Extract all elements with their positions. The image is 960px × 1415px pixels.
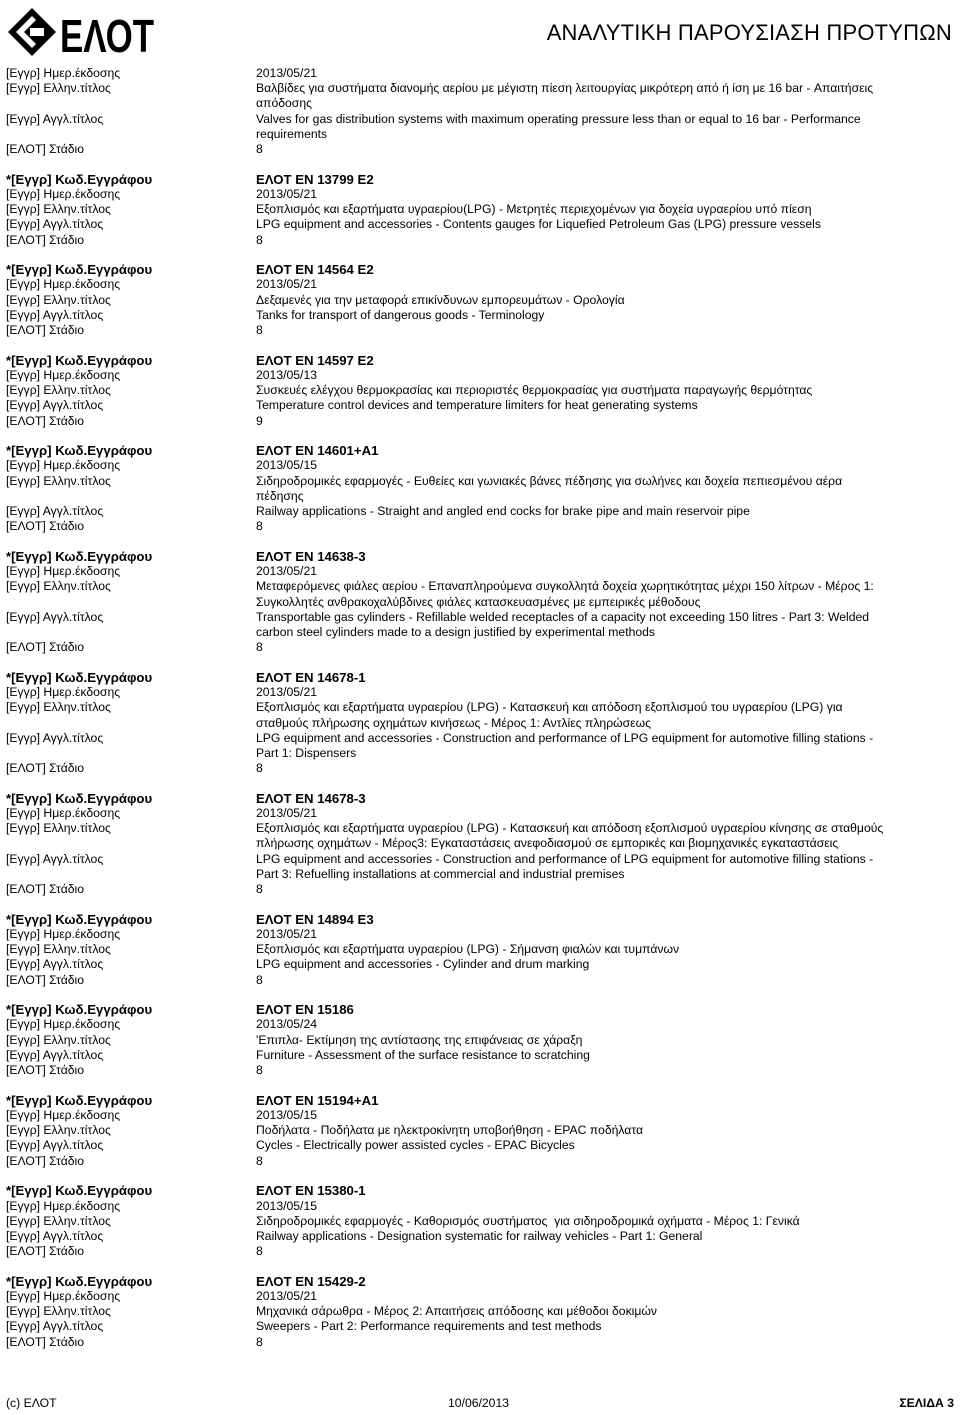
record-code-row (6, 172, 952, 187)
field-value: 8 (256, 519, 263, 534)
standard-record (6, 172, 952, 248)
record-code-row (6, 1183, 952, 1198)
record-field (6, 1033, 952, 1048)
standard-record (6, 1093, 952, 1169)
field-value: 2013/05/21 (256, 564, 317, 579)
record-field (6, 368, 952, 383)
page-footer (6, 1396, 954, 1412)
record-field (6, 610, 952, 640)
field-label: *[Εγγρ] Κωδ.Εγγράφου (6, 262, 153, 278)
field-value: 2013/05/21 (256, 685, 317, 700)
field-label: *[Εγγρ] Κωδ.Εγγράφου (6, 1002, 153, 1018)
field-value: 2013/05/15 (256, 1107, 317, 1122)
standard-record (6, 1274, 952, 1350)
record-field (6, 1304, 952, 1319)
field-label: [Εγγρ] Ελλην.τίτλος (6, 579, 111, 594)
field-value: 8 (256, 640, 263, 655)
field-value: Railway applications - Designation systematic for railway vehicles - Part 1: General (256, 1228, 703, 1243)
field-label: [ΕΛΟΤ] Στάδιο (6, 1063, 85, 1078)
field-value: Εξοπλισμός και εξαρτήματα υγραερίου (LPG) - Σήμανση φιαλών και τυμπάνων (256, 942, 680, 957)
field-value: LPG equipment and accessories - Cylinder and drum marking (256, 957, 590, 972)
record-field (6, 1017, 952, 1032)
record-field (6, 579, 952, 609)
record-code-row (6, 353, 952, 368)
record-gap (6, 338, 952, 353)
field-value: Δεξαμενές για την μεταφορά επικίνδυνων εμπορευμάτων - Ορολογία (256, 292, 625, 307)
record-gap (6, 1169, 952, 1184)
record-field (6, 700, 952, 730)
field-value: 2013/05/13 (256, 367, 317, 382)
standard-record (6, 443, 952, 534)
record-field (6, 383, 952, 398)
standard-record (6, 1183, 952, 1259)
standards-listing (6, 66, 952, 1350)
field-label: [Εγγρ] Ελλην.τίτλος (6, 700, 111, 715)
field-value: LPG equipment and accessories - Contents gauges for Liquefied Petroleum Gas (LPG) pressure vessels (256, 217, 821, 232)
field-label: [Εγγρ] Αγγλ.τίτλος (6, 307, 104, 322)
standard-record (6, 791, 952, 897)
record-field (6, 1048, 952, 1063)
field-label: [ΕΛΟΤ] Στάδιο (6, 972, 85, 987)
field-label: *[Εγγρ] Κωδ.Εγγράφου (6, 1273, 153, 1289)
record-code-row (6, 670, 952, 685)
field-label: *[Εγγρ] Κωδ.Εγγράφου (6, 1183, 153, 1199)
record-code-row (6, 1002, 952, 1017)
document-code: ΕΛΟΤ EN 14564 E2 (256, 262, 374, 278)
field-label: [Εγγρ] Αγγλ.τίτλος (6, 111, 104, 126)
field-value: Μεταφερόμενες φιάλες αερίου - Επαναπληρούμενα συγκολλητά δοχεία χωρητικότητας μέχρι 150 λίτρων - Μέρος 1: Συγκολλητές ανθρακοχαλύβδινες φιάλες κατασκευασμένες με εμπειρικές μέθοδους (256, 579, 874, 609)
field-label: [Εγγρ] Αγγλ.τίτλος (6, 957, 104, 972)
field-label: [ΕΛΟΤ] Στάδιο (6, 1334, 85, 1349)
field-value: 2013/05/21 (256, 806, 317, 821)
field-label: [Εγγρ] Ελλην.τίτλος (6, 292, 111, 307)
record-gap (6, 1259, 952, 1274)
field-label: [Εγγρ] Ημερ.έκδοσης (6, 685, 121, 700)
document-code: ΕΛΟΤ EN 14894 E3 (256, 911, 374, 927)
record-field (6, 504, 952, 519)
field-value: 2013/05/21 (256, 186, 317, 201)
field-value: 8 (256, 1244, 263, 1259)
field-label: [Εγγρ] Ημερ.έκδοσης (6, 458, 121, 473)
field-label: *[Εγγρ] Κωδ.Εγγράφου (6, 443, 153, 459)
record-field (6, 1108, 952, 1123)
record-gap (6, 988, 952, 1003)
record-field (6, 973, 952, 988)
record-field (6, 731, 952, 761)
document-code: ΕΛΟΤ EN 14678-3 (256, 790, 366, 806)
record-gap (6, 897, 952, 912)
field-label: [Εγγρ] Αγγλ.τίτλος (6, 398, 104, 413)
field-value: 2013/05/15 (256, 1198, 317, 1213)
record-field (6, 277, 952, 292)
document-code: ΕΛΟΤ EN 14678-1 (256, 669, 366, 685)
record-gap (6, 1078, 952, 1093)
page-header (0, 0, 960, 66)
document-code: ΕΛΟΤ EN 14597 E2 (256, 352, 374, 368)
field-value: 8 (256, 232, 263, 247)
record-field (6, 1335, 952, 1350)
record-field (6, 323, 952, 338)
field-value: 8 (256, 882, 263, 897)
field-label: [Εγγρ] Ελλην.τίτλος (6, 1304, 111, 1319)
field-label: [Εγγρ] Ημερ.έκδοσης (6, 926, 121, 941)
field-value: 2013/05/15 (256, 458, 317, 473)
record-gap (6, 534, 952, 549)
field-label: [Εγγρ] Αγγλ.τίτλος (6, 730, 104, 745)
field-label: [ΕΛΟΤ] Στάδιο (6, 142, 85, 157)
standard-record (6, 262, 952, 338)
record-gap (6, 429, 952, 444)
record-code-row (6, 549, 952, 564)
record-field (6, 308, 952, 323)
field-label: *[Εγγρ] Κωδ.Εγγράφου (6, 171, 153, 187)
field-label: [ΕΛΟΤ] Στάδιο (6, 761, 85, 776)
record-field (6, 474, 952, 504)
record-field (6, 1319, 952, 1334)
document-code: ΕΛΟΤ EN 15380-1 (256, 1183, 366, 1199)
record-field (6, 217, 952, 232)
document-code: ΕΛΟΤ EN 15429-2 (256, 1273, 366, 1289)
field-value: Transportable gas cylinders - Refillable welded receptacles of a capacity not exceeding 150 litres - Part 3: Welded carbon steel cylinders made to a design justified by experimental methods (256, 609, 870, 639)
field-label: [Εγγρ] Ημερ.έκδοσης (6, 806, 121, 821)
field-label: [ΕΛΟΤ] Στάδιο (6, 1244, 85, 1259)
record-field (6, 398, 952, 413)
record-gap (6, 655, 952, 670)
record-field (6, 1229, 952, 1244)
field-label: [Εγγρ] Ελλην.τίτλος (6, 942, 111, 957)
field-label: [ΕΛΟΤ] Στάδιο (6, 519, 85, 534)
svg-text:ΕΛΟΤ: ΕΛΟΤ (60, 10, 154, 62)
standard-record (6, 353, 952, 429)
field-value: 2013/05/21 (256, 277, 317, 292)
record-field (6, 81, 952, 111)
field-value: 8 (256, 142, 263, 157)
field-value: 'Επιπλα- Εκτίμηση της αντίστασης της επιφάνειας σε χάραξη (256, 1032, 583, 1047)
record-field (6, 1199, 952, 1214)
field-label: [Εγγρ] Ελλην.τίτλος (6, 473, 111, 488)
record-field (6, 66, 952, 81)
record-field (6, 112, 952, 142)
field-label: [Εγγρ] Ημερ.έκδοσης (6, 1198, 121, 1213)
field-label: [Εγγρ] Ελλην.τίτλος (6, 1032, 111, 1047)
record-code-row (6, 912, 952, 927)
footer-page-number: ΣΕΛΙΔΑ 3 (899, 1396, 954, 1410)
field-label: *[Εγγρ] Κωδ.Εγγράφου (6, 790, 153, 806)
field-value: Εξοπλισμός και εξαρτήματα υγραερίου (LPG) - Κατασκευή και απόδοση εξοπλισμού του υγραερίου (LPG) για σταθμούς πλήρωσης οχημάτων κινήσεως - Μέρος 1: Αντλίες πληρώσεως (256, 700, 843, 730)
field-value: Sweepers - Part 2: Performance requirements and test methods (256, 1319, 602, 1334)
record-field (6, 640, 952, 655)
field-label: [Εγγρ] Ελλην.τίτλος (6, 1213, 111, 1228)
record-field (6, 233, 952, 248)
field-label: [Εγγρ] Ημερ.έκδοσης (6, 1017, 121, 1032)
record-field (6, 519, 952, 534)
standard-record (6, 912, 952, 988)
record-field (6, 761, 952, 776)
field-value: 2013/05/21 (256, 1289, 317, 1304)
field-label: [Εγγρ] Ελλην.τίτλος (6, 81, 111, 96)
record-field (6, 1123, 952, 1138)
field-value: Cycles - Electrically power assisted cycles - EPAC Bicycles (256, 1138, 575, 1153)
field-label: *[Εγγρ] Κωδ.Εγγράφου (6, 669, 153, 685)
field-value: Εξοπλισμός και εξαρτήματα υγραερίου(LPG) - Μετρητές περιεχομένων για δοχεία υγραερίου υπό πίεση (256, 202, 812, 217)
field-label: [Εγγρ] Αγγλ.τίτλος (6, 1047, 104, 1062)
document-code: ΕΛΟΤ EN 13799 E2 (256, 171, 374, 187)
field-value: Μηχανικά σάρωθρα - Μέρος 2: Απαιτήσεις απόδοσης και μέθοδοι δοκιμών (256, 1304, 657, 1319)
elot-logo (6, 4, 156, 60)
field-value: Συσκευές ελέγχου θερμοκρασίας και περιοριστές θερμοκρασίας για συστήματα παραγωγής θερμότητας (256, 383, 813, 398)
field-label: [Εγγρ] Ελλην.τίτλος (6, 202, 111, 217)
field-label: [ΕΛΟΤ] Στάδιο (6, 323, 85, 338)
page-title: ΑΝΑΛΥΤΙΚΗ ΠΑΡΟΥΣΙΑΣΗ ΠΡΟΤΥΠΩΝ (546, 20, 952, 45)
field-value: 2013/05/21 (256, 66, 317, 80)
field-label: [ΕΛΟΤ] Στάδιο (6, 882, 85, 897)
partial-record (6, 66, 952, 157)
record-field (6, 1154, 952, 1169)
field-value: Valves for gas distribution systems with maximum operating pressure less than or equal to 16 bar - Performance requirements (256, 111, 861, 141)
field-value: 2013/05/21 (256, 926, 317, 941)
document-code: ΕΛΟΤ EN 15194+A1 (256, 1092, 379, 1108)
record-field (6, 293, 952, 308)
field-label: [ΕΛΟΤ] Στάδιο (6, 1153, 85, 1168)
field-label: [Εγγρ] Ημερ.έκδοσης (6, 1107, 121, 1122)
field-value: 8 (256, 1153, 263, 1168)
record-field (6, 957, 952, 972)
field-value: 2013/05/24 (256, 1017, 317, 1032)
field-label: [ΕΛΟΤ] Στάδιο (6, 640, 85, 655)
field-label: [Εγγρ] Αγγλ.τίτλος (6, 609, 104, 624)
field-value: LPG equipment and accessories - Construction and performance of LPG equipment for automotive filling stations - Part 1: Dispensers (256, 730, 874, 760)
field-label: [Εγγρ] Ελλην.τίτλος (6, 821, 111, 836)
field-value: 8 (256, 761, 263, 776)
standard-record (6, 549, 952, 655)
record-field (6, 1244, 952, 1259)
footer-copyright: (c) ΕΛΟΤ (6, 1396, 57, 1410)
document-code: ΕΛΟΤ EN 14638-3 (256, 548, 366, 564)
field-label: [Εγγρ] Ημερ.έκδοσης (6, 1289, 121, 1304)
field-label: [Εγγρ] Ημερ.έκδοσης (6, 66, 121, 80)
field-label: [ΕΛΟΤ] Στάδιο (6, 413, 85, 428)
field-label: [Εγγρ] Αγγλ.τίτλος (6, 217, 104, 232)
record-code-row (6, 262, 952, 277)
field-label: [Εγγρ] Ημερ.έκδοσης (6, 186, 121, 201)
record-field (6, 414, 952, 429)
field-label: *[Εγγρ] Κωδ.Εγγράφου (6, 1092, 153, 1108)
field-label: [Εγγρ] Αγγλ.τίτλος (6, 504, 104, 519)
field-label: [ΕΛΟΤ] Στάδιο (6, 232, 85, 247)
field-label: [Εγγρ] Αγγλ.τίτλος (6, 1228, 104, 1243)
field-value: Βαλβίδες για συστήματα διανομής αερίου με μέγιστη πίεση λειτουργίας μικρότερη από ή ίση με 16 bar - Απαιτήσεις απόδοσης (256, 81, 874, 111)
field-value: Furniture - Assessment of the surface resistance to scratching (256, 1047, 590, 1062)
document-code: ΕΛΟΤ EN 15186 (256, 1002, 354, 1018)
standard-record (6, 670, 952, 776)
record-field (6, 187, 952, 202)
record-field (6, 821, 952, 851)
field-value: 9 (256, 413, 263, 428)
record-field (6, 927, 952, 942)
field-value: Temperature control devices and temperature limiters for heat generating systems (256, 398, 698, 413)
field-label: [Εγγρ] Αγγλ.τίτλος (6, 851, 104, 866)
field-value: Ποδήλατα - Ποδήλατα με ηλεκτροκίνητη υποβοήθηση - EPAC ποδήλατα (256, 1123, 644, 1138)
record-field (6, 882, 952, 897)
field-label: *[Εγγρ] Κωδ.Εγγράφου (6, 548, 153, 564)
record-code-row (6, 791, 952, 806)
field-label: [Εγγρ] Ελλην.τίτλος (6, 1123, 111, 1138)
record-field (6, 806, 952, 821)
field-label: [Εγγρ] Ελλην.τίτλος (6, 383, 111, 398)
field-label: [Εγγρ] Ημερ.έκδοσης (6, 367, 121, 382)
record-field (6, 852, 952, 882)
field-value: 8 (256, 972, 263, 987)
record-gap (6, 157, 952, 172)
record-code-row (6, 1274, 952, 1289)
record-field (6, 564, 952, 579)
record-field (6, 458, 952, 473)
field-value: 8 (256, 1334, 263, 1349)
field-value: LPG equipment and accessories - Construction and performance of LPG equipment for automotive filling stations - Part 3: Refuelling installations at commercial and industrial premises (256, 851, 874, 881)
field-label: *[Εγγρ] Κωδ.Εγγράφου (6, 352, 153, 368)
field-value: 8 (256, 323, 263, 338)
record-code-row (6, 1093, 952, 1108)
field-value: Σιδηροδρομικές εφαρμογές - Ευθείες και γωνιακές βάνες πέδησης για σωλήνες και δοχεία πεπιεσμένου αέρα πέδησης (256, 473, 843, 503)
record-field (6, 1138, 952, 1153)
standard-record (6, 1002, 952, 1078)
field-value: Railway applications - Straight and angled end cocks for brake pipe and main reservoir pipe (256, 504, 750, 519)
record-field (6, 1063, 952, 1078)
footer-date: 10/06/2013 (448, 1396, 509, 1410)
field-label: [Εγγρ] Ημερ.έκδοσης (6, 277, 121, 292)
field-label: [Εγγρ] Αγγλ.τίτλος (6, 1319, 104, 1334)
field-value: 8 (256, 1063, 263, 1078)
field-value: Εξοπλισμός και εξαρτήματα υγραερίου (LPG) - Κατασκευή και απόδοση εξοπλισμού υγραερίου κίνησης σε σταθμούς πλήρωσης οχημάτων - Μέρος3: Εγκαταστάσεις ανεφοδιασμού σε εμπορικές και βιομηχανικές εγκαταστάσεις (256, 821, 884, 851)
document-code: ΕΛΟΤ EN 14601+A1 (256, 443, 379, 459)
record-field (6, 142, 952, 157)
record-field (6, 685, 952, 700)
record-list (6, 157, 952, 1350)
record-gap (6, 776, 952, 791)
record-gap (6, 248, 952, 263)
record-field (6, 202, 952, 217)
field-value: Tanks for transport of dangerous goods - Terminology (256, 307, 545, 322)
record-field (6, 942, 952, 957)
record-code-row (6, 443, 952, 458)
field-label: *[Εγγρ] Κωδ.Εγγράφου (6, 911, 153, 927)
field-value: Σιδηροδρομικές εφαρμογές - Καθορισμός συστήματος για σιδηροδρομικά οχήματα - Μέρος 1: Γενικά (256, 1213, 800, 1228)
record-field (6, 1214, 952, 1229)
field-label: [Εγγρ] Αγγλ.τίτλος (6, 1138, 104, 1153)
record-field (6, 1289, 952, 1304)
field-label: [Εγγρ] Ημερ.έκδοσης (6, 564, 121, 579)
